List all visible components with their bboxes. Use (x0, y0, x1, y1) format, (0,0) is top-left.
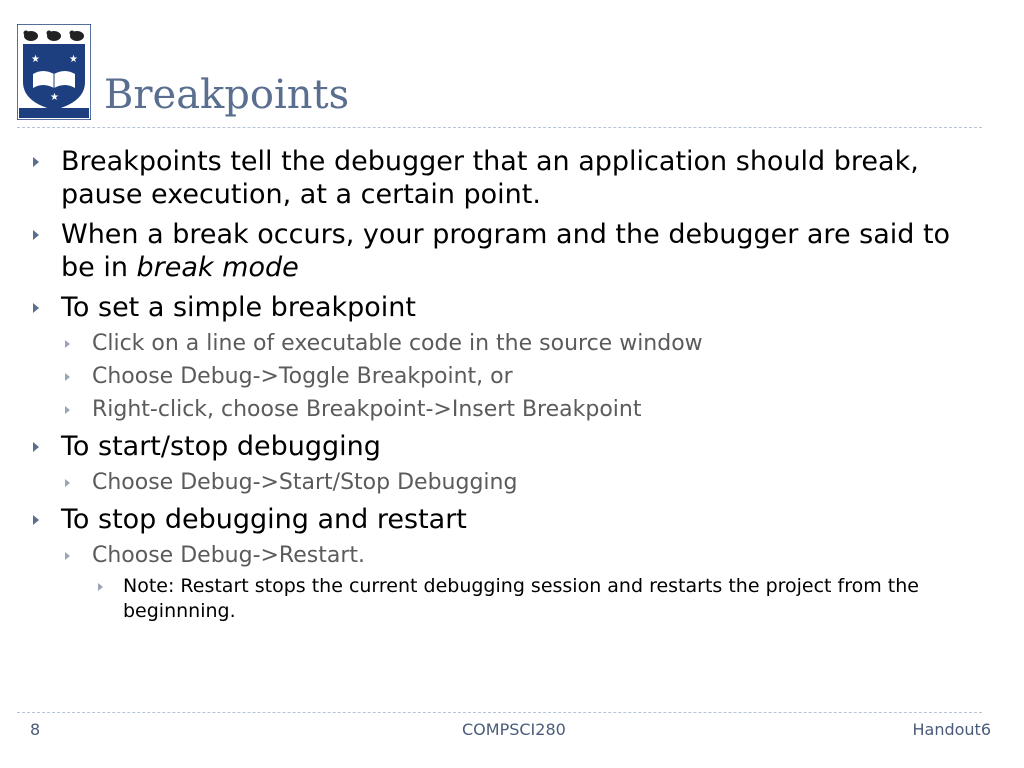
handout-label: Handout6 (912, 720, 991, 739)
bullet-arrow-icon (33, 515, 39, 525)
sub-bullet-arrow-icon (65, 340, 70, 348)
bullet-start-stop (0, 430, 1024, 463)
svg-text:★: ★ (31, 54, 40, 65)
bullet-arrow-icon (33, 442, 39, 452)
sub-bullet-arrow-icon (65, 373, 70, 381)
note-text: Note: Restart stops the current debugging session and restarts the project from the beginnning. (123, 575, 919, 622)
page-number: 8 (30, 720, 41, 739)
slide-title: Breakpoints (104, 72, 350, 118)
sub-bullet-start-stop-debugging (0, 469, 1024, 496)
sub-bullet-text: Choose Debug->Toggle Breakpoint, or (92, 364, 513, 389)
break-mode-term: break mode (136, 252, 299, 283)
bullet-arrow-icon (33, 303, 39, 313)
bullet-text: To start/stop debugging (61, 431, 381, 462)
sub-bullet-restart (0, 542, 1024, 569)
svg-text:★: ★ (69, 54, 78, 65)
bullet-arrow-icon (33, 157, 39, 167)
bullet-break-mode (0, 218, 1024, 284)
sub-sub-bullet-restart-note (0, 574, 1024, 624)
sub-bullet-arrow-icon (65, 552, 70, 560)
title-divider (17, 127, 982, 128)
sub-bullet-text: Right-click, choose Breakpoint->Insert Breakpoint (92, 397, 642, 422)
bullet-text: To stop debugging and restart (61, 504, 467, 535)
university-crest-logo (17, 24, 91, 120)
bullet-set-breakpoint (0, 291, 1024, 324)
bullet-text: When a break occurs, your program and the debugger are said to be in (61, 219, 951, 283)
sub-bullet-click-line (0, 330, 1024, 357)
bullet-breakpoints-definition (0, 145, 1024, 211)
sub-bullet-text: Choose Debug->Start/Stop Debugging (92, 470, 518, 495)
bullet-text: To set a simple breakpoint (61, 292, 416, 323)
slide-body (0, 138, 1024, 624)
bullet-stop-restart (0, 503, 1024, 536)
bullet-text: Breakpoints tell the debugger that an application should break, pause execution, at a certain point. (61, 146, 919, 210)
sub-bullet-arrow-icon (65, 406, 70, 414)
sub-bullet-text: Choose Debug->Restart. (92, 543, 366, 568)
svg-text:★: ★ (50, 92, 59, 103)
sub-sub-bullet-arrow-icon (98, 583, 103, 591)
bullet-arrow-icon (33, 230, 39, 240)
sub-bullet-toggle-breakpoint (0, 363, 1024, 390)
course-code: COMPSCI280 (462, 720, 566, 739)
sub-bullet-text: Click on a line of executable code in the source window (92, 331, 703, 356)
sub-bullet-arrow-icon (65, 479, 70, 487)
footer-divider (17, 712, 982, 713)
sub-bullet-insert-breakpoint (0, 396, 1024, 423)
